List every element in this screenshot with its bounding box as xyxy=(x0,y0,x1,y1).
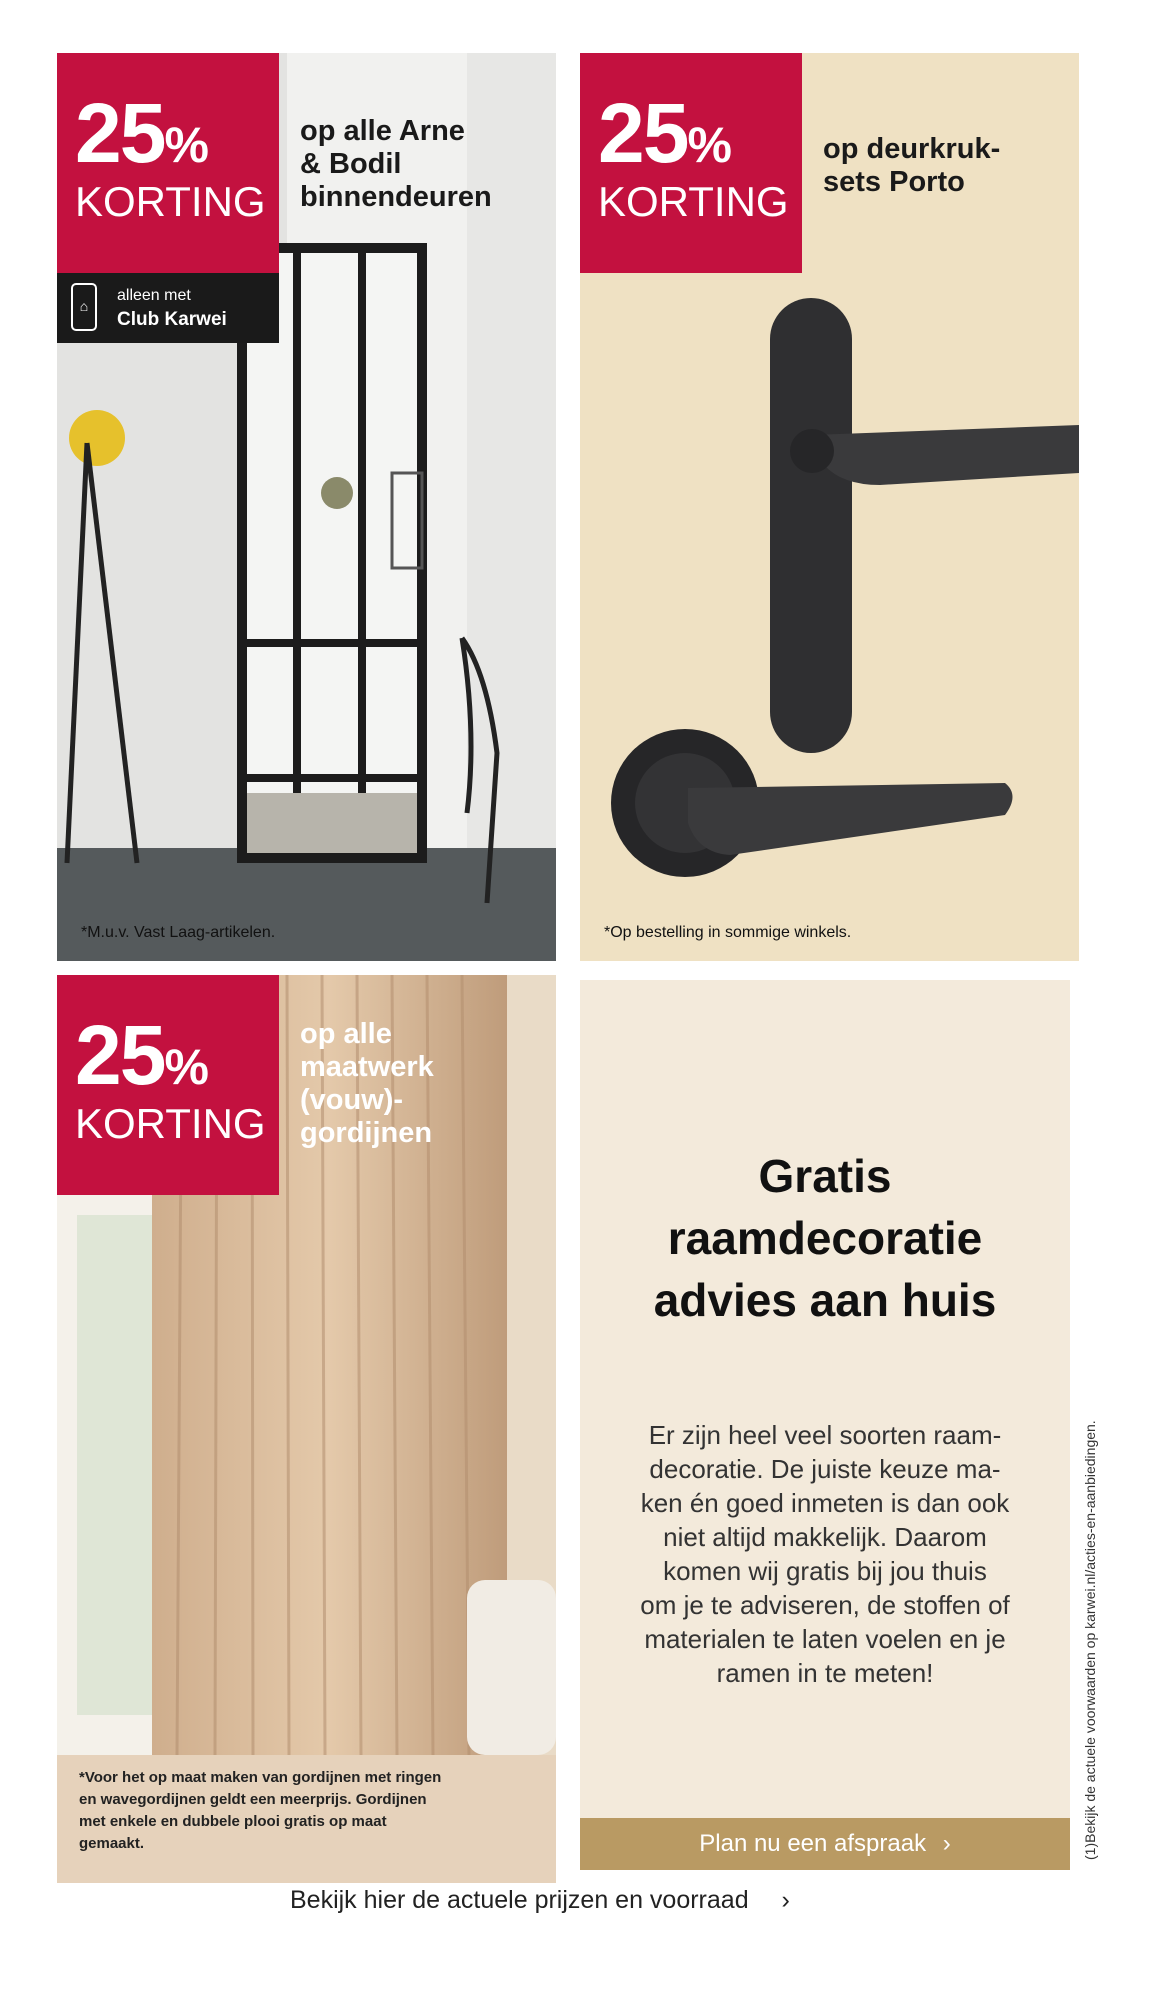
promo-headline: op alle Arne & Bodil binnendeuren xyxy=(300,115,492,213)
chevron-right-icon: › xyxy=(942,1830,951,1857)
promo-tile-curtains[interactable] xyxy=(57,975,556,1883)
club-karwei-badge xyxy=(57,273,279,343)
discount-label: KORTING xyxy=(75,178,266,225)
promo-tile-doors[interactable] xyxy=(57,53,556,961)
prices-stock-link[interactable] xyxy=(290,1886,790,1915)
plan-appointment-label: Plan nu een afspraak xyxy=(699,1830,927,1857)
phone-home-icon: ⌂ xyxy=(71,283,97,331)
discount-percent: 25% xyxy=(598,86,732,180)
discount-label: KORTING xyxy=(598,178,789,225)
advice-title: Gratis raamdecoratie advies aan huis xyxy=(653,1150,997,1326)
plan-appointment-button[interactable] xyxy=(580,1818,1070,1870)
prices-stock-link-label: Bekijk hier de actuele prijzen en voorraad xyxy=(290,1886,749,1914)
club-line-2: Club Karwei xyxy=(117,309,227,330)
club-line-1: alleen met xyxy=(117,287,191,304)
discount-percent: 25% xyxy=(75,86,209,180)
discount-badge xyxy=(57,53,279,273)
discount-label: KORTING xyxy=(75,1100,266,1147)
discount-percent: 25% xyxy=(75,1008,209,1102)
promo-footnote: *Voor het op maat maken van gordijnen met ringen en wavegordijnen geldt een meerprijs. Gordijnen met enkele en dubbele plooi gratis op maat gemaakt. xyxy=(79,1769,442,1852)
discount-badge xyxy=(57,975,279,1195)
promo-footnote: *M.u.v. Vast Laag-artikelen. xyxy=(81,924,276,941)
promo-headline: op alle maatwerk (vouw)- gordijnen xyxy=(300,1018,434,1149)
promo-footnote: *Op bestelling in sommige winkels. xyxy=(604,924,852,941)
promo-tile-handles[interactable] xyxy=(580,53,1079,961)
chevron-right-icon: › xyxy=(781,1886,790,1914)
advice-body: Er zijn heel veel soorten raam- decoratie. De juiste keuze ma- ken én goed inmeten is dan ook niet altijd makkelijk. Daarom komen wij gratis bij jou thuis om je te adviseren, de stoffen of materialen te laten voelen en je ramen in te meten! xyxy=(640,1420,1010,1688)
terms-note: (1)Bekijk de actuele voorwaarden op karwei.nl/acties-en-aanbiedingen. xyxy=(1082,1420,1098,1860)
discount-badge xyxy=(580,53,802,273)
promo-headline: op deurkruk- sets Porto xyxy=(823,133,1001,198)
advice-tile xyxy=(580,980,1070,1870)
